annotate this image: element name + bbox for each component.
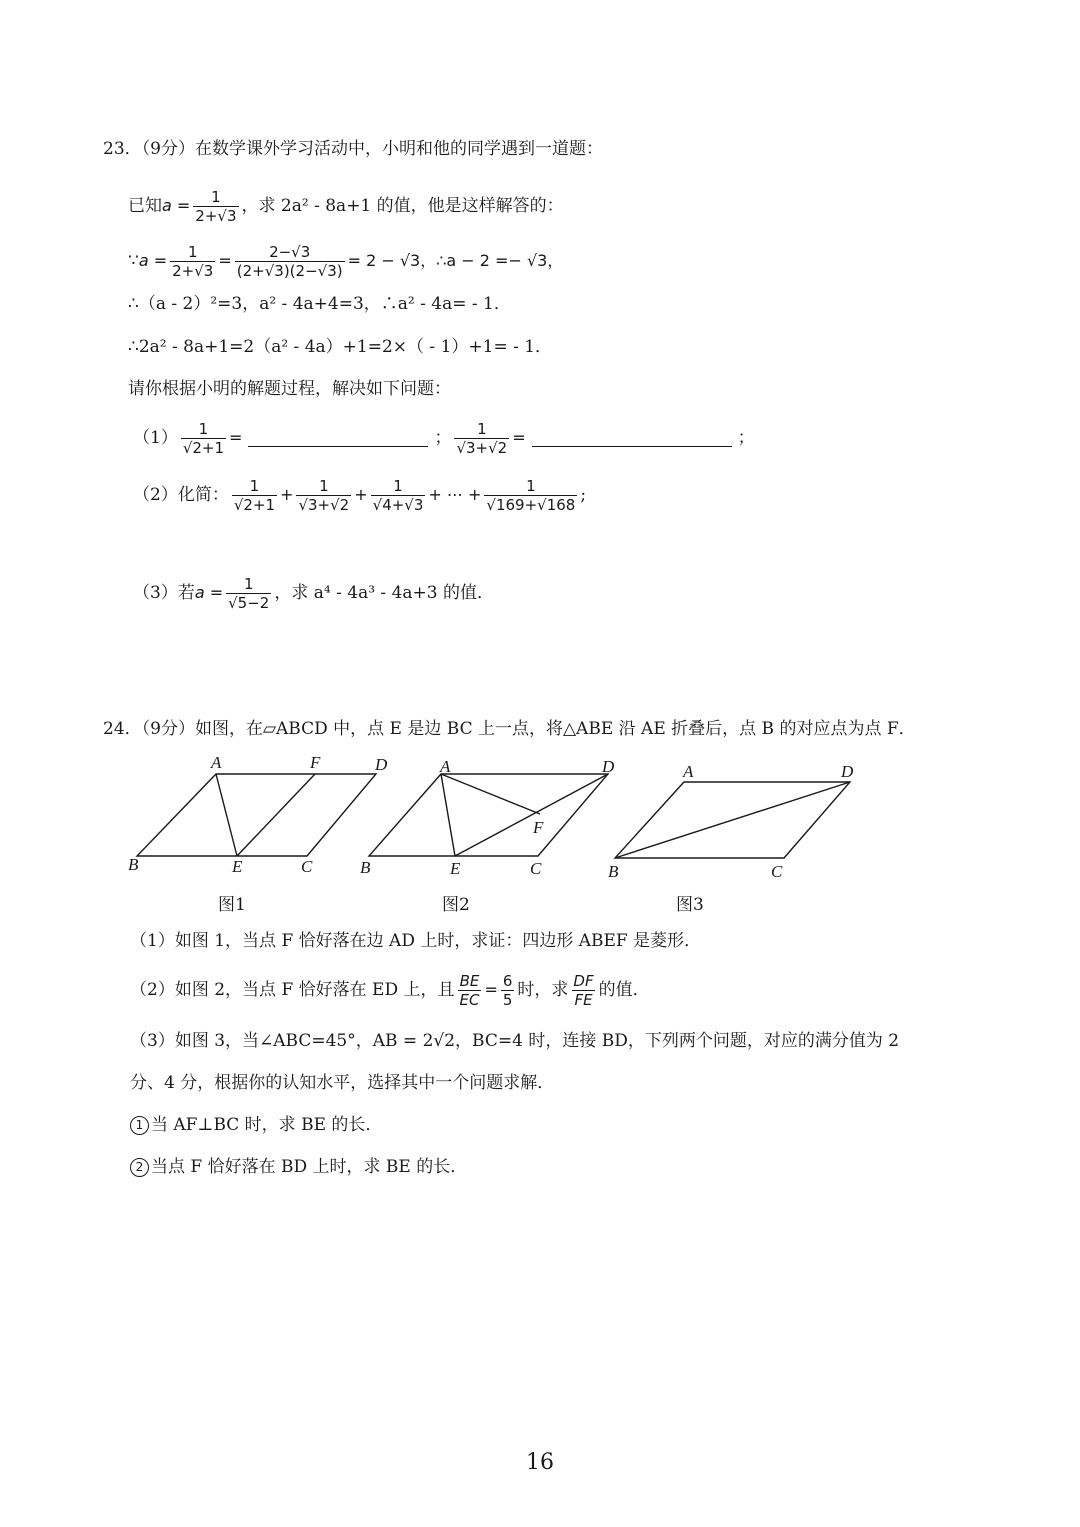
- q24-part2-post: 的值．: [598, 980, 650, 1000]
- q23-given-num: 1: [211, 187, 221, 206]
- q23-part2-den3: √4+√3: [372, 495, 424, 514]
- q23-part1-eq2: =: [512, 428, 526, 447]
- q24-part2: [130, 967, 650, 1013]
- fig3-label-b: B: [608, 862, 619, 881]
- q24-part2-frac1: [458, 973, 482, 1008]
- q23-part2-frac1: [232, 478, 277, 513]
- q24-option-2: [130, 1156, 467, 1178]
- page-number: 16: [526, 1450, 554, 1475]
- fig1-label-b: B: [128, 855, 139, 874]
- fig3-label-d: D: [841, 762, 854, 781]
- q23-given-pre: 已知: [128, 196, 162, 216]
- fig2-label-f: F: [533, 818, 544, 837]
- q23-part2: [133, 472, 586, 518]
- figure-1-diagram: [137, 774, 376, 856]
- q23-step1-post: = 2 − √3，∴a − 2 =− √3，: [347, 251, 564, 270]
- q23-part1-frac2: [454, 421, 509, 456]
- q23-part2-den4: √169+√168: [486, 495, 576, 514]
- q23-part1-label: （1）: [133, 428, 178, 448]
- q23-part2-label: （2）化简：: [133, 485, 229, 505]
- q24-title: 24．（9分）如图，在▱ABCD 中，点 E 是边 BC 上一点，将△ABE 沿 AE 折叠后，点 B 的对应点为点 F．: [103, 719, 916, 739]
- q23-step1-den1: 2+√3: [172, 261, 214, 280]
- circled-number-1-icon: 1: [130, 1116, 149, 1135]
- q23-part2-end: ;: [580, 485, 587, 505]
- fig1-label-c: C: [301, 857, 313, 876]
- q24-part2-den3: FE: [574, 990, 593, 1009]
- q24-part2-eq: =: [484, 980, 498, 999]
- q24-option-2-text: 当点 F 恰好落在 BD 上时，求 BE 的长．: [151, 1157, 468, 1177]
- q23-because: ∵: [128, 251, 139, 271]
- q23-step1-num1: 1: [187, 242, 198, 261]
- q24-part2-den2: 5: [502, 990, 513, 1009]
- q23-given: [128, 183, 564, 229]
- fig2-parallelogram: [369, 774, 608, 856]
- q23-part2-den1: √2+1: [233, 495, 276, 514]
- q23-part2-num3: 1: [393, 476, 403, 495]
- fig1-label-e: E: [232, 857, 243, 876]
- q24-part2-num3: DF: [573, 971, 594, 990]
- q23-part1: [133, 415, 755, 461]
- q23-part1-num1: 1: [198, 419, 209, 438]
- q23-part2-num2: 1: [319, 476, 329, 495]
- q23-step1-frac2: [235, 244, 345, 279]
- q23-part2-den2: √3+√2: [298, 495, 350, 514]
- q23-step3: ∴2a² - 8a+1=2（a² - 4a）+1=2×（ - 1）+1= - 1．: [128, 337, 553, 357]
- q23-given-post: ，求 2a² - 8a+1 的值，他是这样解答的：: [241, 196, 564, 216]
- q24-part1: （1）如图 1，当点 F 恰好落在边 AD 上时，求证：四边形 ABEF 是菱形．: [130, 931, 702, 951]
- figure-3-diagram: [615, 782, 850, 858]
- q23-part1-semi2: ；: [737, 428, 755, 448]
- q23-part3-frac: [226, 576, 271, 611]
- q23-prompt: 请你根据小明的解题过程，解决如下问题：: [128, 379, 451, 399]
- q23-part3-label: （3）若: [133, 583, 195, 603]
- q23-part1-den1: √2+1: [182, 438, 225, 457]
- figure-2-diagram: [369, 774, 608, 856]
- fig1-label-d: D: [375, 755, 388, 774]
- q24-part3-line1: （3）如图 3，当∠ABC=45°，AB = 2√2，BC=4 时，连接 BD，下列两个问题，对应的满分值为 2: [130, 1031, 900, 1051]
- fig2-label-c: C: [530, 859, 542, 878]
- fig1-label-a: A: [211, 753, 222, 772]
- q23-part2-frac2: [296, 478, 351, 513]
- q23-part1-semi1: ；: [434, 428, 452, 448]
- q23-given-den: 2+√3: [195, 206, 237, 225]
- q23-part2-num4: 1: [526, 476, 536, 495]
- q23-part2-plus2: +: [354, 485, 368, 504]
- q23-step1-den2: (2+√3)(2−√3): [236, 261, 343, 280]
- q24-part2-frac3: [571, 973, 595, 1008]
- fig2-segment-ed: [455, 774, 608, 856]
- fig3-label-a: A: [683, 762, 694, 781]
- q23-part3-post: ，求 a⁴ - 4a³ - 4a+3 的值．: [274, 583, 494, 603]
- figure-3-caption: 图3: [676, 895, 704, 915]
- q23-part1-den2: √3+√2: [456, 438, 508, 457]
- q24-part2-mid: 时，求: [517, 980, 569, 1000]
- q23-part3-num: 1: [243, 574, 254, 593]
- q23-title: 23．（9分）在数学课外学习活动中，小明和他的同学遇到一道题：: [103, 139, 603, 159]
- figure-1-caption: 图1: [218, 895, 246, 915]
- q23-part3: [133, 570, 494, 616]
- q24-part2-frac2: [501, 973, 515, 1008]
- q24-part2-num1: BE: [459, 971, 480, 990]
- q23-a-eq: a =: [162, 196, 191, 215]
- fig2-segment-ae: [441, 774, 455, 856]
- q23-step1-num2: 2−√3: [269, 242, 311, 261]
- q23-part2-frac4: [484, 478, 577, 513]
- q23-part1-answer-blank-2[interactable]: [532, 430, 732, 447]
- q23-part2-num1: 1: [249, 476, 260, 495]
- circled-number-2-icon: 2: [130, 1158, 149, 1177]
- q23-part1-num2: 1: [477, 419, 487, 438]
- fig3-label-c: C: [771, 862, 783, 881]
- q23-step1-frac1: [170, 244, 215, 279]
- figure-2-caption: 图2: [442, 895, 470, 915]
- fig1-label-f: F: [310, 753, 321, 772]
- q24-part2-num2: 6: [502, 971, 513, 990]
- fig1-segment-ae: [216, 774, 237, 856]
- q23-step1: [128, 238, 563, 284]
- q23-step1-a-eq: a =: [138, 251, 168, 270]
- q23-part2-plus1: +: [280, 485, 294, 504]
- q23-part2-frac3: [371, 478, 426, 513]
- q23-step1-eq: =: [218, 251, 232, 270]
- fig2-label-b: B: [360, 858, 371, 877]
- q24-part3-line2: 分、4 分，根据你的认知水平，选择其中一个问题求解．: [130, 1073, 555, 1093]
- q24-option-1: [130, 1114, 382, 1136]
- fig2-label-e: E: [450, 859, 461, 878]
- q24-part2-den1: EC: [459, 990, 480, 1009]
- q23-part2-dots: + ⋯ +: [428, 485, 482, 504]
- q23-part3-a-eq: a =: [194, 583, 224, 602]
- fig2-segment-af: [441, 774, 540, 814]
- q24-part2-pre: （2）如图 2，当点 F 恰好落在 ED 上，且: [130, 980, 455, 1000]
- fig1-segment-fe: [237, 774, 315, 856]
- fig1-parallelogram: [137, 774, 376, 856]
- q23-part1-eq1: =: [229, 428, 243, 447]
- fig2-label-d: D: [602, 757, 615, 776]
- q24-figures: [120, 750, 880, 885]
- q23-step2: ∴（a - 2）²=3，a² - 4a+4=3，∴a² - 4a= - 1．: [128, 294, 511, 314]
- q23-part3-den: √5−2: [228, 593, 270, 612]
- q23-part1-answer-blank-1[interactable]: [248, 430, 428, 447]
- q23-given-fraction: [193, 189, 238, 224]
- q24-option-1-text: 当 AF⊥BC 时，求 BE 的长．: [151, 1115, 383, 1135]
- fig2-label-a: A: [440, 757, 451, 776]
- q23-part1-frac1: [181, 421, 226, 456]
